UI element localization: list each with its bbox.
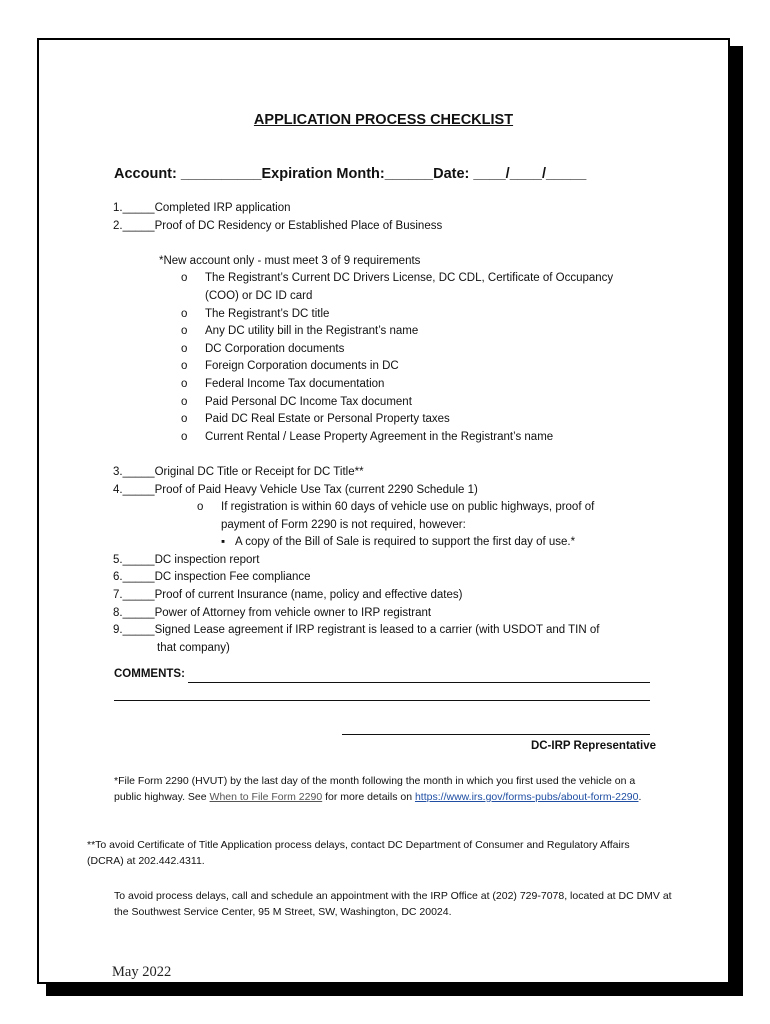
item4-subsub: ▪ A copy of the Bill of Sale is required to support the first day of use.* xyxy=(113,534,613,552)
requirement-item: o Federal Income Tax documentation xyxy=(113,376,613,394)
checklist-item-9 xyxy=(113,622,613,640)
checklist-item-7 xyxy=(113,587,613,605)
requirement-item: o Foreign Corporation documents in DC xyxy=(113,358,613,376)
footnote-form-2290: *File Form 2290 (HVUT) by the last day of the month following the month in which you first used the vehicle on a public highway. See When to File Form 2290 for more details on https://www.irs.gov/forms-pubs/about-form-2290. xyxy=(114,775,642,803)
signature-line xyxy=(342,734,650,735)
checklist-item-6 xyxy=(113,569,613,587)
item9-continuation: that company) xyxy=(157,641,230,654)
checklist-item-8 xyxy=(113,605,613,623)
requirement-item: o The Registrant’s Current DC Drivers License, DC CDL, Certificate of Occupancy xyxy=(113,270,613,288)
square-bullet-icon: ▪ xyxy=(221,536,226,549)
comments-line-1 xyxy=(188,682,650,683)
requirement-item: o Paid Personal DC Income Tax document xyxy=(113,394,613,412)
item-blank: _____ xyxy=(122,202,155,214)
item-number: 8. xyxy=(113,606,123,619)
circle-bullet-icon: o xyxy=(197,501,204,514)
item-number: 9. xyxy=(113,624,123,637)
comments-line-2 xyxy=(114,700,650,701)
item-text: Original DC Title or Receipt for DC Title** xyxy=(154,465,364,478)
item4-sub: o If registration is within 60 days of vehicle use on public highways, proof of xyxy=(113,499,613,517)
document-page xyxy=(37,38,730,984)
circle-bullet-icon: o xyxy=(181,360,188,373)
circle-bullet-icon: o xyxy=(181,430,188,443)
item-number: 4. xyxy=(113,483,123,496)
item-text: DC inspection report xyxy=(154,553,260,566)
requirement-item: o Any DC utility bill in the Registrant’s name xyxy=(113,323,613,341)
circle-bullet-icon: o xyxy=(181,325,188,338)
item-blank: _____ xyxy=(122,606,155,619)
circle-bullet-icon: o xyxy=(181,307,188,320)
item-number: 7. xyxy=(113,589,123,602)
page-title: APPLICATION PROCESS CHECKLIST xyxy=(253,112,514,128)
item-number: 6. xyxy=(113,571,123,584)
item-blank: _____ xyxy=(122,219,155,232)
requirement-item: o DC Corporation documents xyxy=(113,341,613,359)
footnote-title-delays: **To avoid Certificate of Title Application process delays, contact DC Department of Consumer and Regulatory Affairs (DCRA) at 202.442.4311. xyxy=(87,839,630,867)
circle-bullet-icon: o xyxy=(181,413,188,426)
item-number: 5. xyxy=(113,553,123,566)
circle-bullet-icon: o xyxy=(181,272,188,285)
checklist-item-2 xyxy=(113,218,613,236)
circle-bullet-icon: o xyxy=(181,395,188,408)
item-text: DC inspection Fee compliance xyxy=(154,571,311,584)
item-text: Proof of DC Residency or Established Place of Business xyxy=(154,219,443,232)
checklist xyxy=(113,200,613,657)
item-blank: _____ xyxy=(122,465,155,478)
checklist-item-4 xyxy=(113,482,613,500)
item-number: 3. xyxy=(113,465,123,478)
item-blank: _____ xyxy=(122,483,155,496)
footnote-appointment: To avoid process delays, call and schedule an appointment with the IRP Office at (202) 729-7078, located at DC DMV at the Southwest Service Center, 95 M Street, SW, Washington, DC 20024. xyxy=(114,890,672,918)
item-text: Signed Lease agreement if IRP registrant is leased to a carrier (with USDOT and TIN of xyxy=(154,624,600,637)
representative-label: DC-IRP Representative xyxy=(530,740,656,752)
item-blank: _____ xyxy=(122,571,155,584)
requirement-item: o The Registrant’s DC title xyxy=(113,306,613,324)
requirement-item: o Paid DC Real Estate or Personal Property taxes xyxy=(113,411,613,429)
comments-label: COMMENTS: xyxy=(114,668,185,680)
requirement-item: o Current Rental / Lease Property Agreement in the Registrant’s name xyxy=(113,429,613,447)
item-text: Proof of Paid Heavy Vehicle Use Tax (current 2290 Schedule 1) xyxy=(154,483,478,496)
account-header-line: Account: __________Expiration Month:______Date: ____/____/_____ xyxy=(114,166,587,182)
item-number: 2. xyxy=(113,219,123,232)
item-text: Completed IRP application xyxy=(154,202,291,214)
circle-bullet-icon: o xyxy=(181,377,188,390)
checklist-item-3 xyxy=(113,464,613,482)
revision-date: May 2022 xyxy=(112,964,172,980)
when-to-file-link[interactable]: When to File Form 2290 xyxy=(209,790,323,803)
item-blank: _____ xyxy=(122,589,155,602)
item-text: Proof of current Insurance (name, policy and effective dates) xyxy=(154,589,463,602)
requirement-continuation: (COO) or DC ID card xyxy=(205,289,313,302)
item-number: 1. xyxy=(113,202,123,214)
item4-sub-continuation: payment of Form 2290 is not required, however: xyxy=(221,518,466,531)
item-text: Power of Attorney from vehicle owner to IRP registrant xyxy=(154,606,432,619)
checklist-item-5 xyxy=(113,552,613,570)
circle-bullet-icon: o xyxy=(181,342,188,355)
irs-form-2290-link[interactable]: https://www.irs.gov/forms-pubs/about-form-2290 xyxy=(414,790,639,803)
checklist-item-1 xyxy=(113,200,613,218)
item-blank: _____ xyxy=(122,553,155,566)
item-blank: _____ xyxy=(122,624,155,637)
new-account-note: *New account only - must meet 3 of 9 requirements xyxy=(159,254,421,267)
